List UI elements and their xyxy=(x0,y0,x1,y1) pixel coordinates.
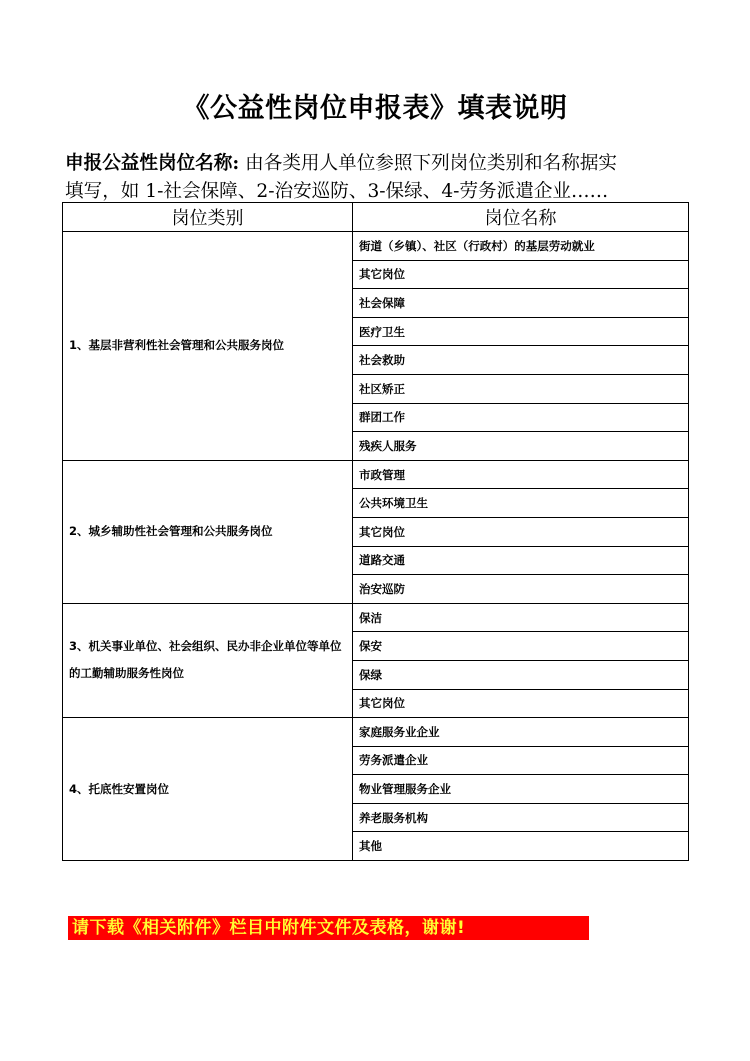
position-name-cell: 保安 xyxy=(353,632,689,661)
position-name-cell: 社会救助 xyxy=(353,346,689,375)
intro-lead: 申报公益性岗位名称: xyxy=(65,153,240,174)
header-category: 岗位类别 xyxy=(63,203,353,232)
intro-line-2: 填写，如 1-社会保障、2-治安巡防、3-保绿、4-劳务派遣企业…… xyxy=(65,181,609,202)
position-name-cell: 公共环境卫生 xyxy=(353,489,689,518)
position-name-cell: 保洁 xyxy=(353,603,689,632)
table-header-row xyxy=(63,203,689,232)
table-row xyxy=(63,603,689,632)
position-name-cell: 群团工作 xyxy=(353,403,689,432)
position-name-cell: 社会保障 xyxy=(353,289,689,318)
position-name-cell: 道路交通 xyxy=(353,546,689,575)
table-body xyxy=(63,232,689,861)
category-cell: 2、城乡辅助性社会管理和公共服务岗位 xyxy=(63,460,353,603)
table-row xyxy=(63,718,689,747)
position-name-cell: 社区矫正 xyxy=(353,374,689,403)
position-name-cell: 物业管理服务企业 xyxy=(353,775,689,804)
position-name-cell: 其它岗位 xyxy=(353,517,689,546)
document-title: 《公益性岗位申报表》填表说明 xyxy=(182,93,568,124)
position-name-cell: 家庭服务业企业 xyxy=(353,718,689,747)
intro-line-1-rest: 由各类用人单位参照下列岗位类别和名称据实 xyxy=(245,153,618,174)
download-notice: 请下载《相关附件》栏目中附件文件及表格，谢谢! xyxy=(68,916,589,940)
position-table xyxy=(62,202,689,861)
category-cell: 3、机关事业单位、社会组织、民办非企业单位等单位的工勤辅助服务性岗位 xyxy=(63,603,353,717)
intro-paragraph xyxy=(65,150,695,206)
position-name-cell: 其它岗位 xyxy=(353,689,689,718)
position-name-cell: 其它岗位 xyxy=(353,260,689,289)
header-name: 岗位名称 xyxy=(353,203,689,232)
position-name-cell: 残疾人服务 xyxy=(353,432,689,461)
position-name-cell: 医疗卫生 xyxy=(353,317,689,346)
position-name-cell: 市政管理 xyxy=(353,460,689,489)
position-name-cell: 其他 xyxy=(353,832,689,861)
table-row xyxy=(63,232,689,261)
position-name-cell: 劳务派遣企业 xyxy=(353,746,689,775)
category-cell: 4、托底性安置岗位 xyxy=(63,718,353,861)
category-cell: 1、基层非营利性社会管理和公共服务岗位 xyxy=(63,232,353,461)
position-name-cell: 街道（乡镇）、社区（行政村）的基层劳动就业 xyxy=(353,232,689,261)
position-name-cell: 治安巡防 xyxy=(353,575,689,604)
position-name-cell: 保绿 xyxy=(353,660,689,689)
intro-line-1 xyxy=(65,150,695,178)
position-name-cell: 养老服务机构 xyxy=(353,803,689,832)
table-row xyxy=(63,460,689,489)
